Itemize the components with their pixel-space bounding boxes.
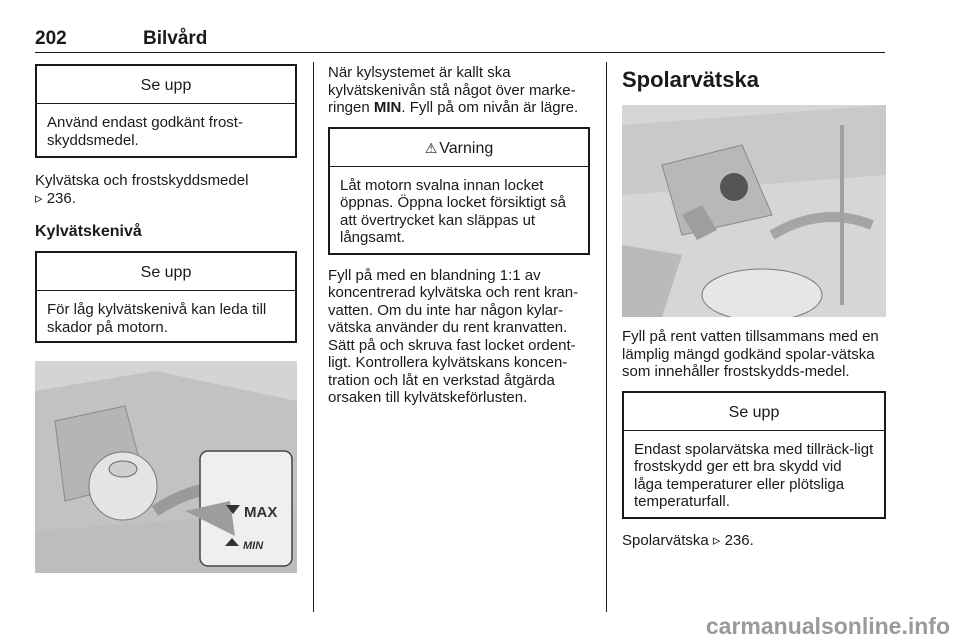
paragraph: Fyll på rent vatten tillsammans med en lämplig mängd godkänd spolar-vätska som innehåller frostskydds-medel. [622,328,879,380]
caution-box [35,64,297,158]
caution-box [35,251,297,343]
paragraph: Kylvätska och frostskyddsmedel [35,172,249,189]
column-right [622,64,886,549]
coolant-reservoir-photo [35,361,297,573]
washer-fluid-reservoir-photo [622,105,886,317]
column-divider-1 [313,62,314,612]
warning-icon: ⚠ [424,139,438,156]
caution-title: Se upp [624,393,884,431]
chapter-title: Bilvård [143,28,208,49]
page-reference[interactable]: Spolarvätska ▹ 236. [622,531,754,549]
warning-box [328,127,590,255]
caution-text: Endast spolarvätska med tillräck-ligt frostskydd ger ett bra skydd vid låga temperaturer eller plötsliga temperaturfall. [634,440,874,510]
paragraph: Fyll på med en blandning 1:1 av koncentrerad kylvätska och rent kran-vatten. Om du inte har någon kylar-vätska använder du rent kranvatten. Sätt på och skruva fast locket ordent-ligt. Kontrollera kylvätskans koncen-tration och låt en verkstad åtgärda orsaken till kylvätskeförlusten. [328,266,579,406]
column-divider-2 [606,62,607,612]
caution-box [622,391,886,519]
arrow-icon: ▹ [35,189,47,207]
warning-text: Låt motorn svalna innan locket öppnas. Öppna locket försiktigt så att övertrycket kan släppas ut långsamt. [340,176,566,246]
section-heading: Spolarvätska [622,67,759,92]
column-middle [328,64,590,407]
page-header [35,26,885,53]
page-number: 202 [35,28,67,49]
page-reference[interactable]: ▹ 236. [35,189,76,207]
caution-text: För låg kylvätskenivå kan leda till skador på motorn. [47,301,267,336]
section-heading: Kylvätskenivå [35,223,142,240]
max-label: MAX [244,504,278,521]
min-label: MIN [243,540,264,552]
arrow-icon: ▹ [712,531,725,549]
column-left [35,64,297,573]
warning-title: ⚠ Varning [330,129,588,167]
caution-text: Använd endast godkänt frost-skyddsmedel. [47,114,243,149]
watermark: carmanualsonline.info [705,613,950,639]
caution-title: Se upp [37,253,295,291]
caution-title: Se upp [37,66,295,104]
paragraph: När kylsystemet är kallt ska kylvätskenivån stå något över marke-ringen MIN. Fyll på om nivån är lägre. [328,64,579,116]
